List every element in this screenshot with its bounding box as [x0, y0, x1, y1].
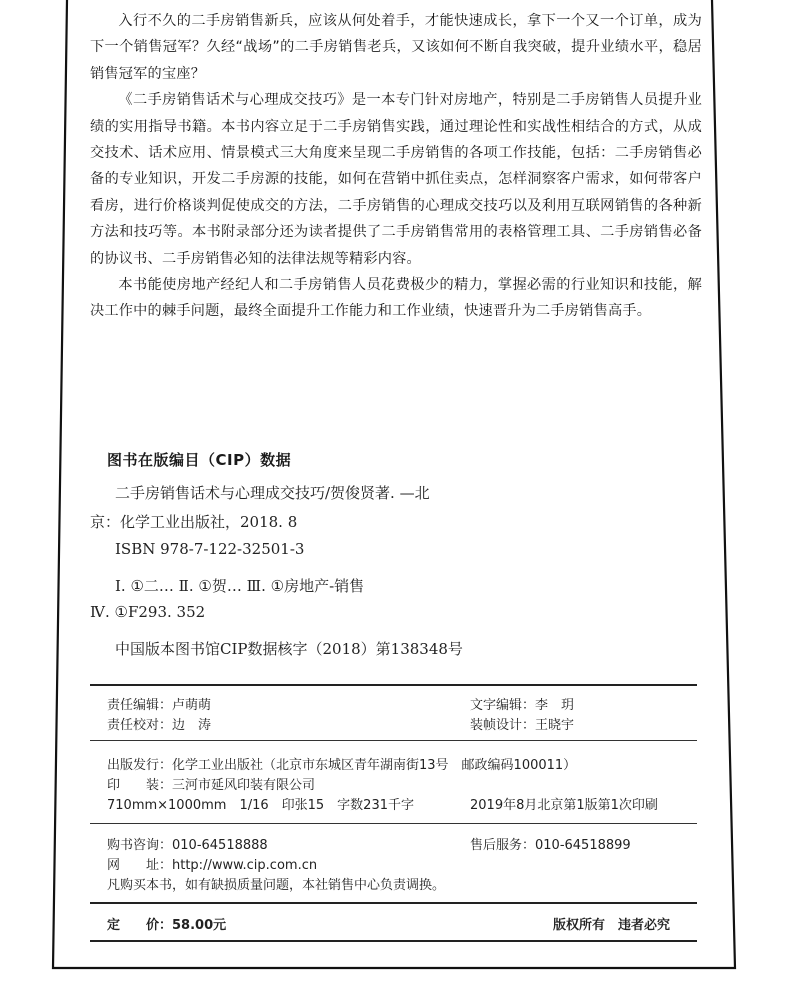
format-spec: 710mm×1000mm 1/16 印张15 字数231千字 — [107, 798, 414, 813]
defect-notice: 凡购买本书，如有缺损质量问题，本社销售中心负责调换。 — [107, 878, 446, 893]
intro-paragraph: 入行不久的二手房销售新兵，应该从何处着手，才能快速成长，拿下一个又一个订单，成为下一个销售冠军？久经“战场”的二手房销售老兵，又该如何不断自我突破，提升业绩水平，稳居销售冠军的宝座？ — [90, 13, 702, 82]
printer: 印 装：三河市延风印装有限公司 — [107, 778, 316, 793]
price: 定 价：58.00元 — [107, 918, 227, 933]
cip-title-line: 二手房销售话术与心理成交技巧/贺俊贤著. —北 — [115, 484, 430, 502]
designer: 装帧设计：王晓宇 — [470, 718, 575, 733]
cip-classification: Ⅳ. ①F293. 352 — [90, 603, 206, 621]
divider — [90, 940, 697, 942]
cip-title-line: 京：化学工业出版社，2018. 8 — [90, 513, 298, 531]
divider — [90, 823, 697, 824]
copyright-notice: 版权所有 违者必究 — [553, 918, 671, 933]
edition: 2019年8月北京第1版第1次印刷 — [470, 798, 658, 813]
divider — [90, 684, 697, 686]
cip-isbn: ISBN 978-7-122-32501-3 — [115, 540, 305, 558]
divider — [90, 740, 697, 741]
intro-paragraph: 本书能使房地产经纪人和二手房销售人员花费极少的精力，掌握必需的行业知识和技能，解决工作中的棘手问题，最终全面提升工作能力和工作业绩，快速晋升为二手房销售高手。 — [90, 277, 702, 320]
book-description — [90, 8, 702, 325]
editor: 责任编辑：卢萌萌 — [107, 698, 212, 713]
purchase-hotline: 购书咨询：010-64518888 — [107, 838, 268, 853]
cip-classification: Ⅰ. ①二… Ⅱ. ①贺… Ⅲ. ①房地产-销售 — [115, 577, 365, 595]
cip-heading: 图书在版编目（CIP）数据 — [107, 451, 292, 469]
divider — [90, 902, 697, 904]
intro-paragraph: 《二手房销售话术与心理成交技巧》是一本专门针对房地产，特别是二手房销售人员提升业绩的实用指导书籍。本书内容立足于二手房销售实践，通过理论性和实战性相结合的方式，从成交技术、话术应用、情景模式三大角度来呈现二手房销售的各项工作技能，包括：二手房销售必备的专业知识，开发二手房源的技能，如何在营销中抓住卖点，怎样洞察客户需求，如何带客户看房，进行价格谈判促使成交的方法，二手房销售的心理成交技巧以及利用互联网销售的各种新方法和技巧等。本书附录部分还为读者提供了二手房销售常用的表格管理工具、二手房销售必备的协议书、二手房销售必知的法律法规等精彩内容。 — [90, 92, 702, 267]
text-editor: 文字编辑：李 玥 — [470, 698, 575, 713]
website: 网 址：http://www.cip.com.cn — [107, 858, 318, 873]
aftersales-hotline: 售后服务：010-64518899 — [470, 838, 631, 853]
publisher: 出版发行：化学工业出版社（北京市东城区青年湖南街13号 邮政编码100011） — [107, 758, 577, 773]
cip-verification: 中国版本图书馆CIP数据核字（2018）第138348号 — [115, 640, 463, 658]
proofreader: 责任校对：边 涛 — [107, 718, 212, 733]
